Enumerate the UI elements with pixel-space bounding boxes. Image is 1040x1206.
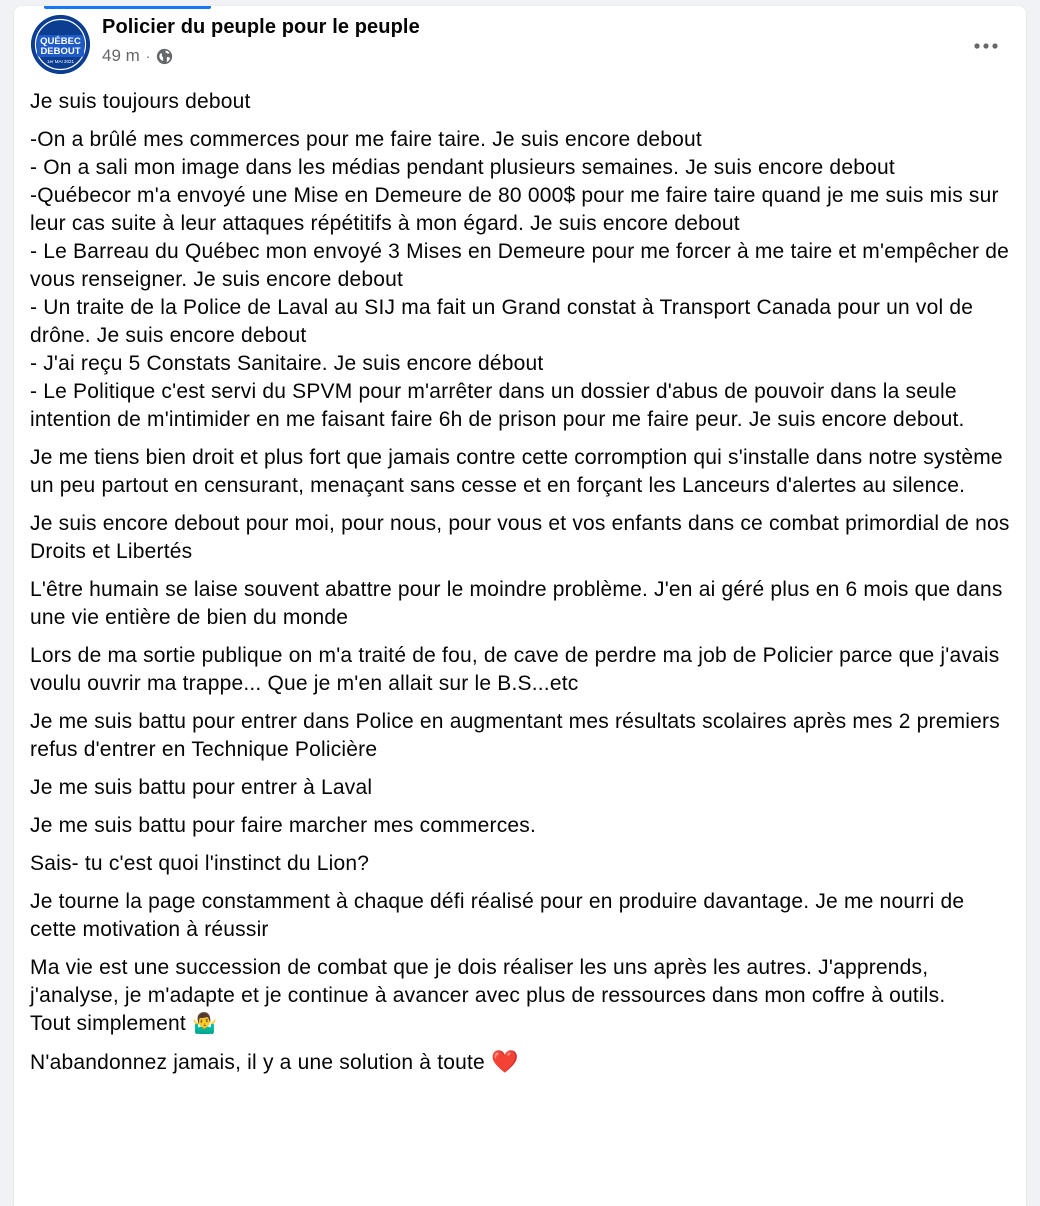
post-paragraph: Je me tiens bien droit et plus fort que jamais contre cette corromption qui s'installe dans notre système un peu partout en censurant, menaçant sans cesse et en forçant les Lanceurs d'alertes au silence. <box>30 446 1003 497</box>
post-paragraph <box>30 1010 1014 1038</box>
svg-text:QUÉBEC: QUÉBEC <box>40 36 81 47</box>
post-text: Tout simplement <box>30 1012 186 1035</box>
post-text: N'abandonnez jamais, il y a une solution à toute <box>30 1051 485 1074</box>
post-paragraph: - J'ai reçu 5 Constats Sanitaire. Je suis encore débout <box>30 352 544 375</box>
post-paragraph: - Le Barreau du Québec mon envoyé 3 Mises en Demeure pour me forcer à me taire et m'empêcher de vous renseigner. Je suis encore debout <box>30 240 1009 291</box>
more-options-button[interactable] <box>968 28 1004 64</box>
post-timestamp[interactable]: 49 m <box>102 46 140 65</box>
post-paragraph: - Le Politique c'est servi du SPVM pour m'arrêter dans un dossier d'abus de pouvoir dans la seule intention de m'intimider en me faisant faire 6h de prison pour me faire peur. Je suis encore debout. <box>30 380 965 431</box>
post-paragraph: Je suis encore debout pour moi, pour nous, pour vous et vos enfants dans ce combat primordial de nos Droits et Libertés <box>30 512 1010 563</box>
quebec-debout-logo <box>31 15 90 74</box>
post-paragraph: Je me suis battu pour faire marcher mes commerces. <box>30 814 537 837</box>
post-paragraph <box>30 1048 1014 1077</box>
post-paragraph: Je tourne la page constamment à chaque défi réalisé pour en produire davantage. Je me nourri de cette motivation à réussir <box>30 890 965 941</box>
post-paragraph: - On a sali mon image dans les médias pendant plusieurs semaines. Je suis encore debout <box>30 156 895 179</box>
post-paragraph: Je me suis battu pour entrer à Laval <box>30 776 373 799</box>
meta-separator: · <box>145 48 151 64</box>
svg-text:DEBOUT: DEBOUT <box>40 46 81 57</box>
post-paragraph: - Un traite de la Police de Laval au SIJ ma fait un Grand constat à Transport Canada pour un vol de drône. Je suis encore debout <box>30 296 974 347</box>
shrug-emoji-icon: 🤷‍♂️ <box>191 1013 218 1035</box>
post-paragraph: Sais- tu c'est quoi l'instinct du Lion? <box>30 852 370 875</box>
post-body <box>30 88 1014 1087</box>
post-paragraph: L'être humain se laise souvent abattre pour le moindre problème. J'en ai géré plus en 6 mois que dans une vie entière de bien du monde <box>30 578 1003 629</box>
post-paragraph: Je me suis battu pour entrer dans Police en augmentant mes résultats scolaires après mes 2 premiers refus d'entrer en Technique Policière <box>30 710 1000 761</box>
globe-icon[interactable] <box>156 48 173 65</box>
svg-text:1er MAI 2021: 1er MAI 2021 <box>46 59 75 64</box>
tab-indicator <box>44 6 211 9</box>
heart-emoji-icon: ❤️ <box>490 1049 519 1074</box>
post-paragraph: Je suis toujours debout <box>30 90 251 113</box>
page-avatar[interactable] <box>31 15 90 74</box>
post-paragraph: Ma vie est une succession de combat que je dois réaliser les uns après les autres. J'apprends, j'analyse, je m'adapte et je continue à avancer avec plus de ressources dans mon coffre à outils. <box>30 956 946 1007</box>
more-horizontal-icon <box>972 42 1000 50</box>
post-paragraph: -Québecor m'a envoyé une Mise en Demeure de 80 000$ pour me faire taire quand je me suis mis sur leur cas suite à leur attaques répétitifs à mon égard. Je suis encore debout <box>30 184 999 235</box>
post-paragraph: Lors de ma sortie publique on m'a traité de fou, de cave de perdre ma job de Policier parce que j'avais voulu ouvrir ma trappe... Que je m'en allait sur le B.S...etc <box>30 644 1000 695</box>
post-paragraph: -On a brûlé mes commerces pour me faire taire. Je suis encore debout <box>30 128 702 151</box>
facebook-post <box>14 6 1026 1206</box>
page-name-link[interactable]: Policier du peuple pour le peuple <box>102 16 420 38</box>
post-meta <box>102 46 173 66</box>
